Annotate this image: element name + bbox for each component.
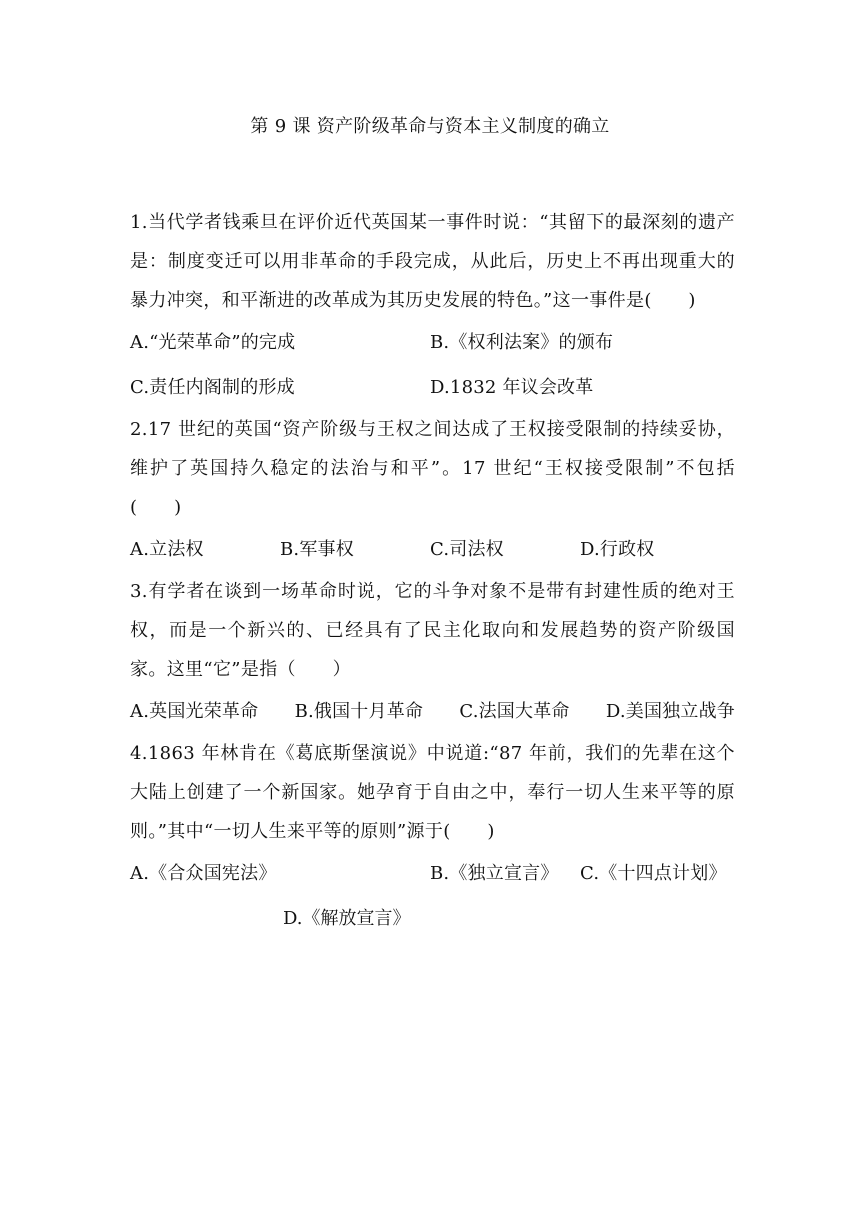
question-3-option-c: C.法国大革命	[459, 701, 570, 722]
question-4-stem: 4.1863 年林肯在《葛底斯堡演说》中说道:“87 年前，我们的先辈在这个大陆上创建了一个新国家。她孕育于自由之中，奉行一切人生来平等的原则。”其中“一切人生来平等的原则”源于( )	[130, 743, 735, 842]
question-2-option-a: A.立法权	[130, 539, 204, 560]
question-4-option-c: C.《十四点计划》	[580, 863, 727, 884]
question-4	[130, 734, 735, 941]
question-4-options-row-2	[130, 896, 735, 941]
question-1-options-row-2	[130, 365, 735, 410]
question-2	[130, 410, 735, 572]
question-3-option-d: D.美国独立战争	[605, 701, 735, 722]
question-1-option-c: C.责任内阁制的形成	[130, 377, 295, 398]
question-4-option-d: D.《解放宣言》	[283, 908, 411, 929]
question-1-option-d: D.1832 年议会改革	[430, 377, 594, 398]
question-3	[130, 572, 735, 734]
question-1-option-b: B.《权利法案》的颁布	[430, 332, 614, 353]
question-2-option-d: D.行政权	[580, 539, 655, 560]
question-2-options-row	[130, 527, 735, 572]
question-3-option-a: A.英国光荣革命	[130, 701, 259, 722]
question-2-option-b: B.军事权	[280, 539, 354, 560]
question-2-stem: 2.17 世纪的英国“资产阶级与王权之间达成了王权接受限制的持续妥协，维护了英国持久稳定的法治与和平”。17 世纪“王权接受限制”不包括( )	[130, 419, 735, 518]
question-1-options-row-1	[130, 320, 735, 365]
question-3-options-row	[130, 689, 735, 734]
question-1-option-a: A.“光荣革命”的完成	[130, 332, 296, 353]
page-title: 第 9 课 资产阶级革命与资本主义制度的确立	[250, 116, 610, 137]
question-2-option-c: C.司法权	[430, 539, 504, 560]
question-4-options-row	[130, 851, 735, 896]
question-list	[130, 203, 735, 941]
question-4-option-b: B.《独立宣言》	[430, 863, 559, 884]
question-4-option-a: A.《合众国宪法》	[130, 863, 277, 884]
question-1	[130, 203, 735, 410]
question-3-option-b: B.俄国十月革命	[294, 701, 424, 722]
question-3-stem: 3.有学者在谈到一场革命时说，它的斗争对象不是带有封建性质的绝对王权，而是一个新兴的、已经具有了民主化取向和发展趋势的资产阶级国家。这里“它”是指（ ）	[130, 581, 735, 680]
question-1-stem: 1.当代学者钱乘旦在评价近代英国某一事件时说：“其留下的最深刻的遗产是：制度变迁可以用非革命的手段完成，从此后，历史上不再出现重大的暴力冲突，和平渐进的改革成为其历史发展的特色。”这一事件是( )	[130, 212, 735, 311]
